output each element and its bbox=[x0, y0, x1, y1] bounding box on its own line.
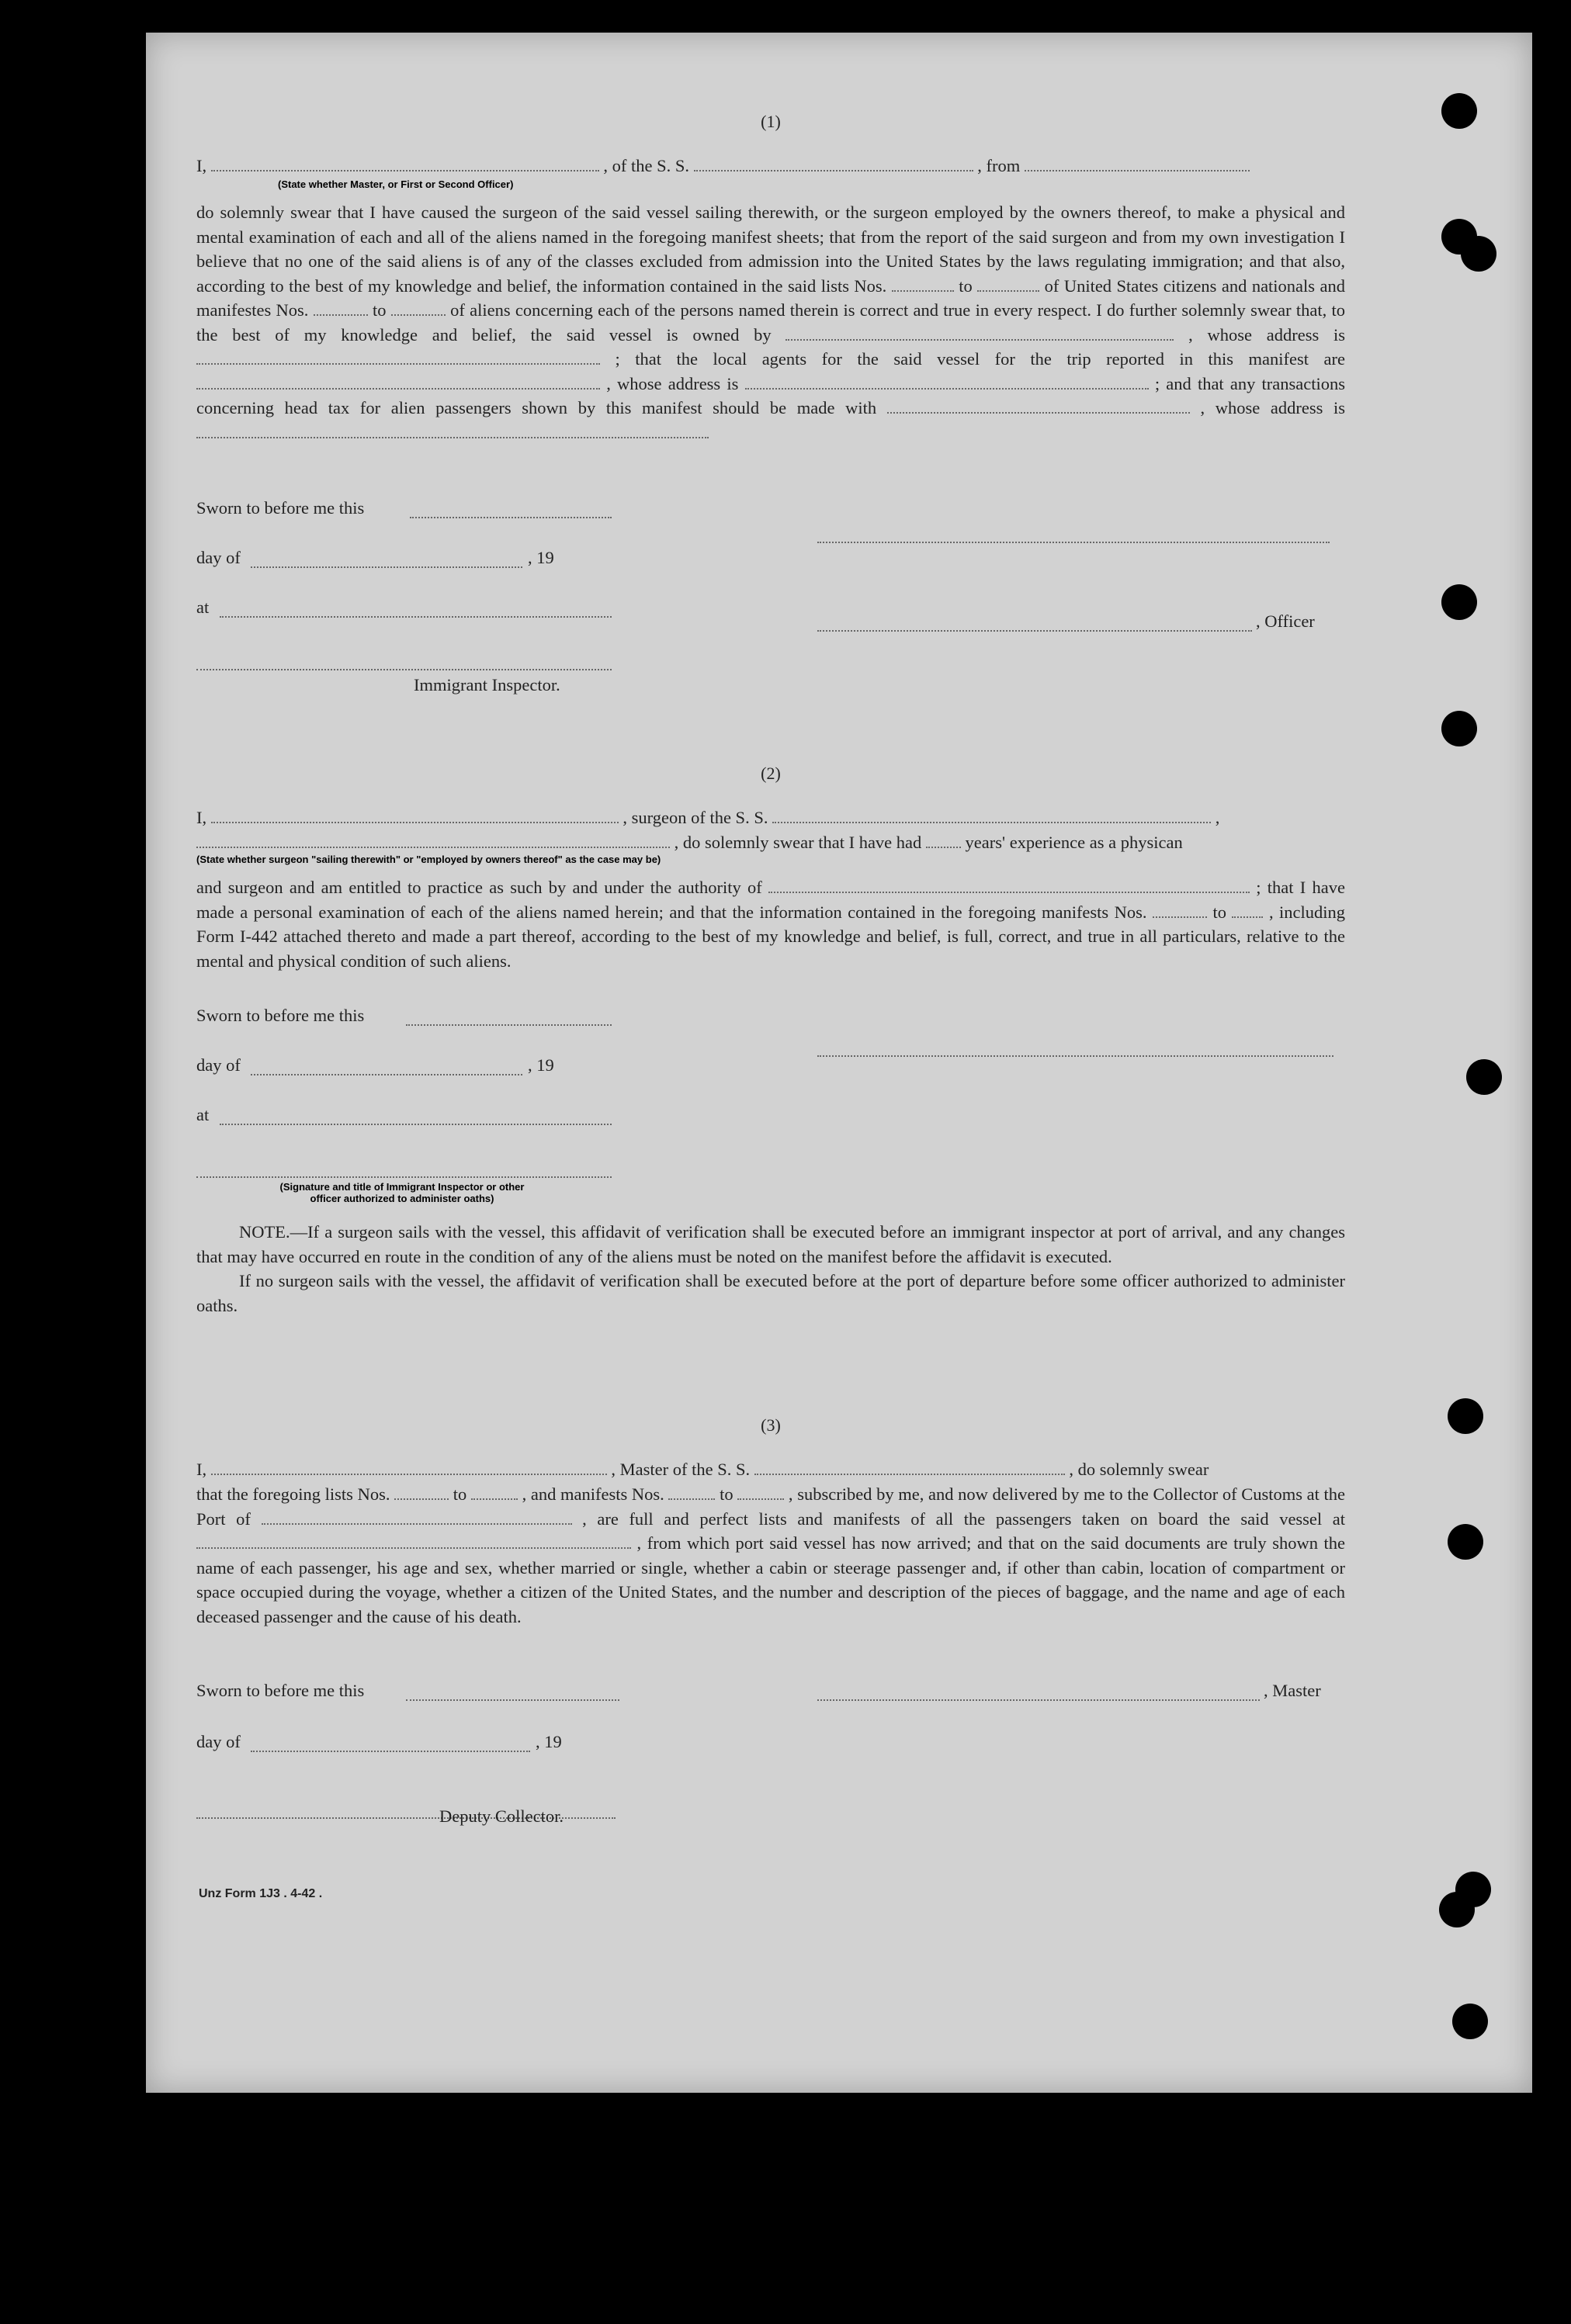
lists-to-field[interactable] bbox=[471, 1484, 518, 1500]
manifests-from-field[interactable] bbox=[668, 1484, 715, 1500]
note-paragraph-1: NOTE.—If a surgeon sails with the vessel, this affidavit of verification shall be executed before an immigrant inspector at port of arrival, and any changes that may have occurred en route in the condition of any of the aliens must be noted on the manifest before the affidavit is executed. bbox=[196, 1222, 1345, 1266]
section-1-year: , 19 bbox=[528, 548, 554, 567]
section-3-year: , 19 bbox=[536, 1732, 562, 1751]
label-of-ss: , of the S. S. bbox=[603, 156, 690, 175]
section-1-sworn: Sworn to before me this bbox=[196, 498, 365, 518]
vessel-name-field[interactable] bbox=[694, 156, 973, 171]
section-2-number: (2) bbox=[761, 764, 781, 783]
label-from: , from bbox=[977, 156, 1021, 175]
boarding-port-field[interactable] bbox=[196, 1533, 631, 1549]
section-3-body: that the foregoing lists Nos. to , and manifests Nos. to , subscribed by me, and now delivered by me to the Collector of Customs at the Port of , are full and perfect lists and manifests of all the passengers taken on board the said vessel at , from which port said vessel has now arrived; and that on the said documents are truly shown the name of each passenger, his age and sex, whether married or single, whether a cabin or steerage passenger and, if other than cabin, location of compartment or space occupied during the voyage, whether a citizen of the United States, and the number and description of the pieces of baggage, and the name and age of each deceased passenger and the cause of his death. bbox=[196, 1484, 1346, 1626]
lists-from-field[interactable] bbox=[394, 1484, 449, 1500]
lists-to-field[interactable] bbox=[977, 276, 1039, 292]
section-3-deputy: Deputy Collector. bbox=[439, 1806, 564, 1826]
manifests-to-field[interactable] bbox=[391, 300, 446, 316]
vessel-name-field[interactable] bbox=[754, 1460, 1065, 1475]
punch-hole bbox=[1441, 93, 1477, 129]
departure-port-field[interactable] bbox=[1025, 156, 1250, 171]
section-1-body: do solemnly swear that I have caused the surgeon of the said vessel sailing therewith, or the surgeon employed by the owners thereof, to make a physical and mental examination of each and all of the aliens named in the foregoing manifest sheets; that from the report of the said surgeon and from my own investigation I believe that no one of the said aliens is of any of the classes excluded from admission into the United States by the laws regulating immigration; and that also, according to the best of my knowledge and belief, the information contained in the said lists Nos. to of United States citizens and nationals and manifestes Nos. to of aliens concerning each of the persons named therein is correct and true in every respect. I do further solemnly swear that, to the best of my knowledge and belief, the said vessel is owned by , whose address is ; that the local agents for the said vessel for the trip reported in this manifest are , whose address is ; and that any transactions concerning head tax for alien passengers shown by this manifest should be made with , whose address is bbox=[196, 200, 1345, 445]
sworn-date-line[interactable] bbox=[406, 1024, 612, 1026]
manifests-from-field[interactable] bbox=[314, 300, 368, 316]
section-2-at: at bbox=[196, 1105, 210, 1124]
port-field[interactable] bbox=[262, 1509, 572, 1525]
punch-hole bbox=[1439, 1892, 1475, 1927]
section-1-inspector: Immigrant Inspector. bbox=[414, 675, 560, 694]
punch-hole bbox=[1448, 1524, 1483, 1560]
punch-hole bbox=[1441, 711, 1477, 746]
section-3-sworn: Sworn to before me this bbox=[196, 1681, 365, 1700]
officer-line[interactable] bbox=[817, 630, 1252, 632]
section-2-header-line-2: , do solemnly swear that I have had years' experience as a physican bbox=[196, 830, 1345, 855]
agents-field[interactable] bbox=[196, 374, 600, 390]
punch-hole bbox=[1461, 236, 1496, 272]
section-2-header-line-1: I, , surgeon of the S. S. , bbox=[196, 808, 1220, 827]
vessel-name-field[interactable] bbox=[772, 808, 1211, 823]
manifests-to-field[interactable] bbox=[1232, 902, 1263, 918]
document-page bbox=[146, 33, 1532, 2093]
form-id: Unz Form 1J3 . 4-42 . bbox=[199, 1887, 323, 1900]
at-line[interactable] bbox=[220, 616, 612, 618]
section-1-sub-note: (State whether Master, or First or Second Officer) bbox=[278, 178, 514, 190]
sworn-date-line[interactable] bbox=[410, 517, 612, 518]
signature-line[interactable] bbox=[817, 542, 1330, 543]
surgeon-type-field[interactable] bbox=[196, 833, 670, 848]
punch-hole bbox=[1466, 1059, 1502, 1095]
section-1-at: at bbox=[196, 597, 210, 617]
section-2-year: , 19 bbox=[528, 1055, 554, 1075]
note-paragraph-2: If no surgeon sails with the vessel, the affidavit of verification shall be executed before at the port of departure before some officer authorized to administer oaths. bbox=[196, 1271, 1345, 1315]
section-1-officer: , Officer bbox=[1256, 611, 1315, 631]
section-3-day-of: day of bbox=[196, 1732, 241, 1751]
section-1-number: (1) bbox=[761, 112, 781, 131]
section-2-body: and surgeon and am entitled to practice as such by and under the authority of ; that I have made a personal examination of each of the aliens named herein; and that the information contained in the foregoing manifests Nos. to , including Form I-442 attached thereto and made a part thereof, according to the best of my knowledge and belief, is full, correct, and true in all particulars, relative to the mental and physical condition of such aliens. bbox=[196, 878, 1346, 971]
section-2-sig-note: (Signature and title of Immigrant Inspector or other officer authorized to administer oaths) bbox=[279, 1181, 525, 1204]
section-3-master: , Master bbox=[1264, 1681, 1321, 1700]
surgeon-name-field[interactable] bbox=[211, 808, 619, 823]
section-2-sworn: Sworn to before me this bbox=[196, 1006, 365, 1025]
manifests-from-field[interactable] bbox=[1153, 902, 1207, 918]
day-of-line[interactable] bbox=[251, 566, 522, 568]
owner-field[interactable] bbox=[786, 325, 1174, 341]
section-3-number: (3) bbox=[761, 1415, 781, 1435]
section-2-day-of: day of bbox=[196, 1055, 241, 1075]
years-field[interactable] bbox=[926, 833, 961, 848]
officer-name-field[interactable] bbox=[211, 156, 599, 171]
master-signature-line[interactable] bbox=[817, 1699, 1260, 1701]
label-i: I, bbox=[196, 156, 207, 175]
section-3-header-line: I, , Master of the S. S. , do solemnly swear bbox=[196, 1460, 1209, 1479]
sworn-date-line[interactable] bbox=[406, 1699, 619, 1701]
agents-address-field[interactable] bbox=[745, 374, 1149, 390]
authority-field[interactable] bbox=[768, 878, 1250, 893]
inspector-signature-line[interactable] bbox=[196, 1176, 612, 1178]
signature-line[interactable] bbox=[817, 1055, 1333, 1057]
master-name-field[interactable] bbox=[211, 1460, 607, 1475]
punch-hole bbox=[1452, 2004, 1488, 2039]
punch-hole bbox=[1448, 1398, 1483, 1434]
section-1-day-of: day of bbox=[196, 548, 241, 567]
owner-address-field[interactable] bbox=[196, 349, 600, 365]
inspector-line[interactable] bbox=[196, 669, 612, 670]
lists-from-field[interactable] bbox=[892, 276, 954, 292]
section-1-header-line bbox=[196, 154, 1345, 178]
at-line[interactable] bbox=[220, 1124, 612, 1125]
day-of-line[interactable] bbox=[251, 1751, 530, 1752]
punch-hole bbox=[1441, 584, 1477, 620]
day-of-line[interactable] bbox=[251, 1074, 522, 1075]
head-tax-contact-field[interactable] bbox=[887, 398, 1190, 414]
manifests-to-field[interactable] bbox=[737, 1484, 784, 1500]
section-2-sub-note: (State whether surgeon "sailing therewith" or "employed by owners thereof" as the case may be) bbox=[196, 854, 661, 865]
section-2-note bbox=[196, 1220, 1345, 1318]
head-tax-address-field[interactable] bbox=[196, 423, 709, 438]
